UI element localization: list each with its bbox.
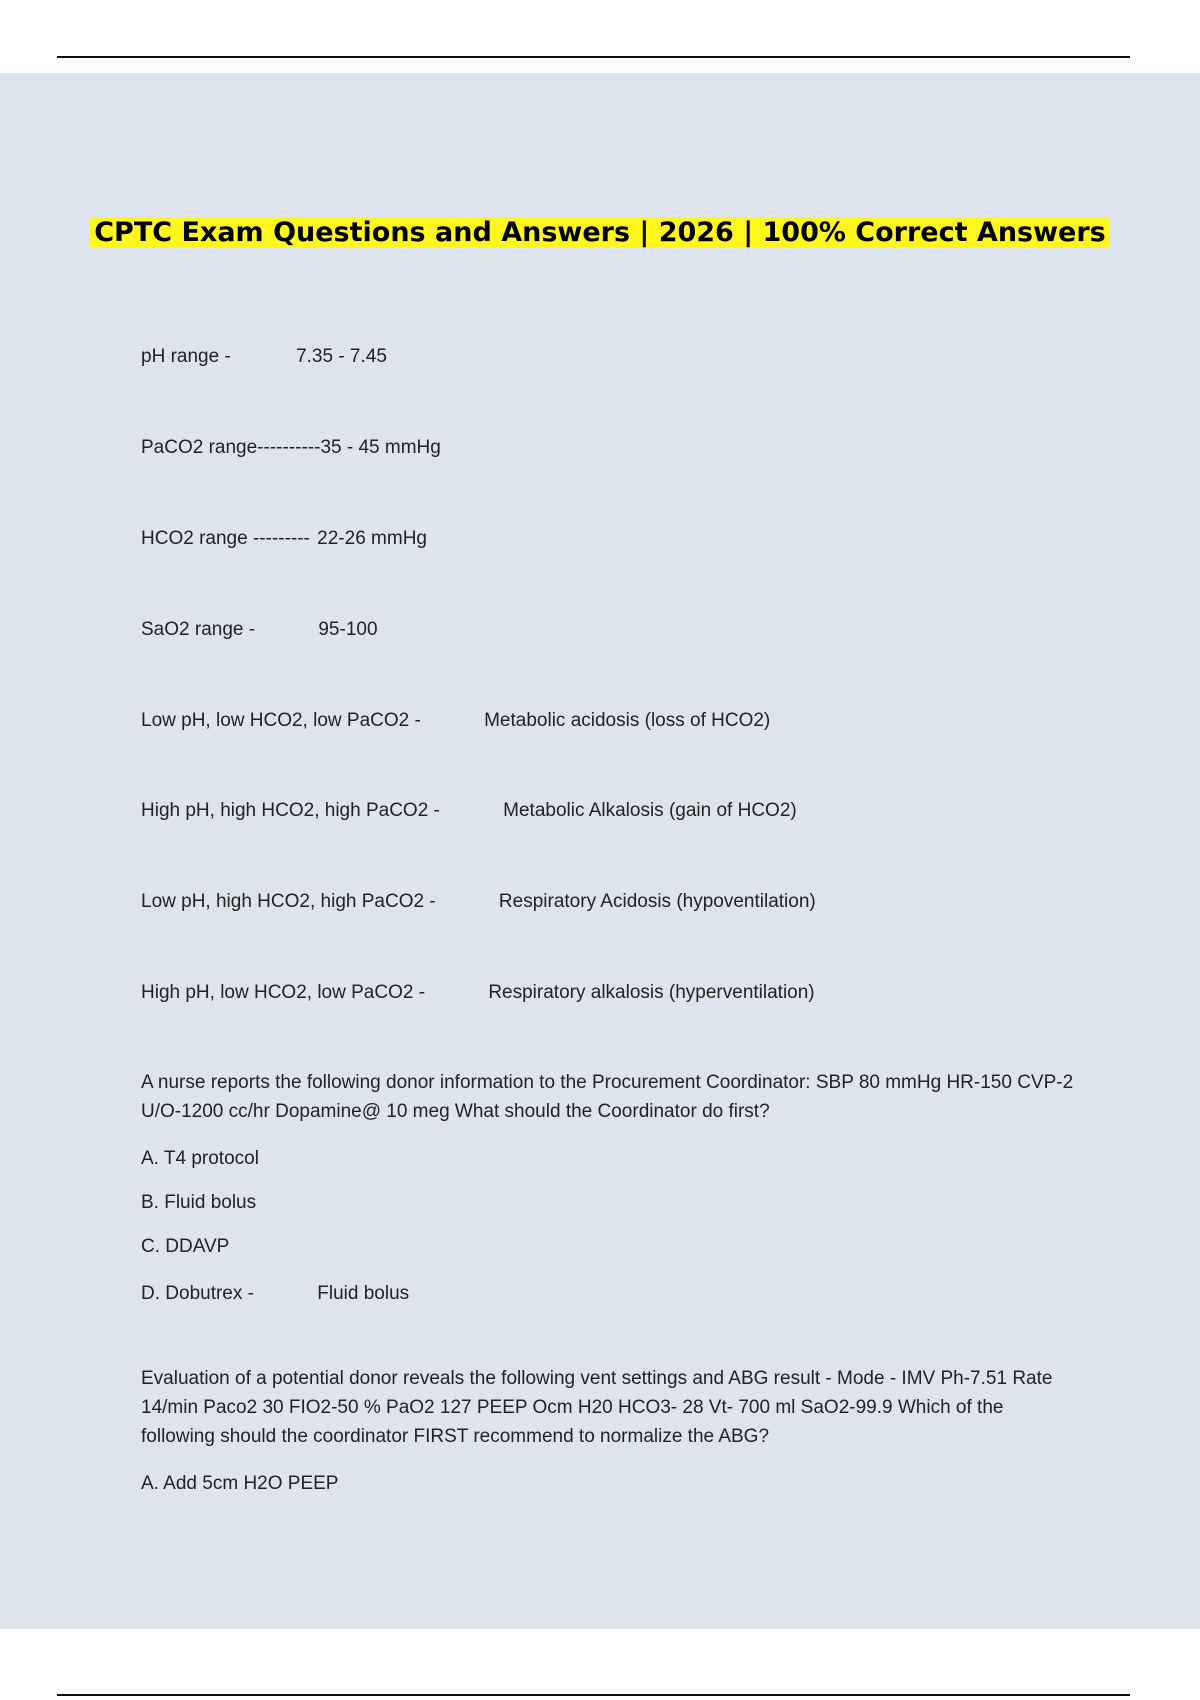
document-title: CPTC Exam Questions and Answers | 2026 | 100% Correct Answers [80, 213, 1120, 252]
question-1-option-with-answer [141, 1283, 409, 1305]
qa-answer: Respiratory alkalosis (hyperventilation) [488, 982, 815, 1003]
footer-rule [57, 1694, 1130, 1696]
qa-item [141, 982, 815, 1004]
qa-question: Low pH, high HCO2, high PaCO2 - [141, 891, 436, 912]
qa-item [141, 891, 816, 913]
qa-answer: 35 - 45 mmHg [320, 437, 441, 458]
question-2-text: Evaluation of a potential donor reveals the following vent settings and ABG result - Mode - IMV Ph-7.51 Rate 14/min Paco2 30 FIO2-50 % PaO2 127 PEEP Ocm H20 HCO3- 28 Vt- 700 ml SaO2-99.9 Which of the following should the coordinator FIRST recommend to normalize the ABG? [141, 1368, 1053, 1447]
document-page [0, 73, 1200, 1629]
question-1-answer: Fluid bolus [317, 1283, 410, 1304]
question-1-option: D. Dobutrex - [141, 1283, 254, 1304]
qa-question: Low pH, low HCO2, low PaCO2 - [141, 710, 421, 731]
qa-question: High pH, low HCO2, low PaCO2 - [141, 982, 426, 1003]
qa-item [141, 437, 441, 459]
question-2-option: A. Add 5cm H2O PEEP [141, 1473, 339, 1494]
qa-item [141, 528, 427, 550]
qa-answer: 22-26 mmHg [317, 528, 427, 549]
qa-question: High pH, high HCO2, high PaCO2 - [141, 800, 440, 821]
qa-item [141, 710, 770, 732]
qa-answer: 7.35 - 7.45 [296, 346, 387, 367]
qa-item [141, 619, 378, 641]
qa-question: SaO2 range - [141, 619, 256, 640]
question-1-option: C. DDAVP [141, 1236, 230, 1257]
question-1-text: A nurse reports the following donor information to the Procurement Coordinator: SBP 80 mmHg HR-150 CVP-2 U/O-1200 cc/hr Dopamine@ 10 meg What should the Coordinator do first? [141, 1072, 1074, 1122]
qa-answer: Respiratory Acidosis (hypoventilation) [498, 891, 816, 912]
qa-item [141, 346, 387, 368]
question-1-option: A. T4 protocol [141, 1148, 259, 1169]
header-rule [57, 56, 1130, 58]
qa-answer: Metabolic Alkalosis (gain of HCO2) [503, 800, 797, 821]
qa-item [141, 800, 797, 822]
qa-question: pH range - [141, 346, 231, 367]
qa-answer: 95-100 [318, 619, 378, 640]
qa-question: PaCO2 range---------- [141, 437, 321, 458]
question-1-option: B. Fluid bolus [141, 1192, 257, 1213]
qa-answer: Metabolic acidosis (loss of HCO2) [484, 710, 771, 731]
qa-question: HCO2 range --------- [141, 528, 310, 549]
